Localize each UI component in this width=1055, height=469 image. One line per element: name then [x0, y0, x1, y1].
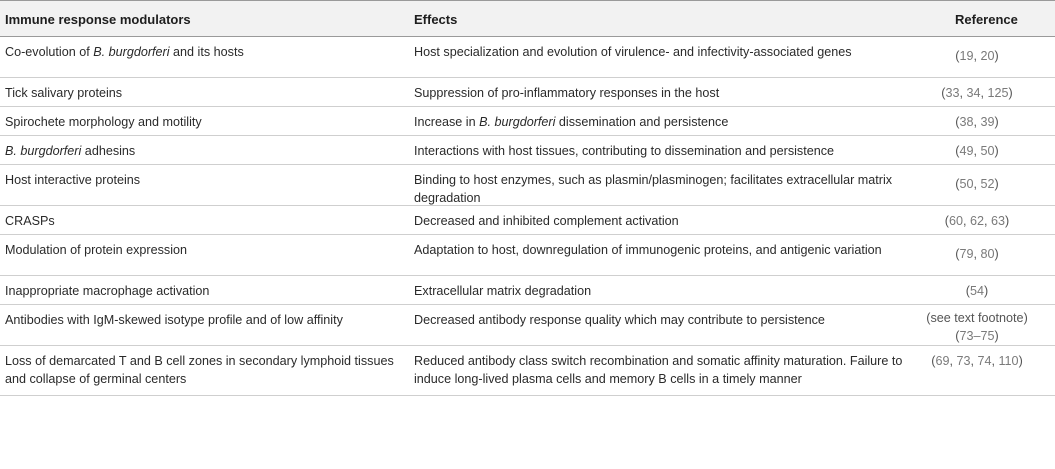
- ref-note: see text footnote: [930, 311, 1024, 325]
- modulator-cell: [5, 311, 405, 329]
- ref-paren: (: [955, 115, 960, 129]
- effects-cell: [414, 43, 904, 61]
- reference-link[interactable]: 63: [991, 214, 1006, 228]
- text-run: CRASPs: [5, 214, 55, 228]
- modulator-cell: [5, 43, 405, 61]
- modulator-cell: [5, 84, 405, 102]
- text-run: Decreased antibody response quality which may contribute to persistence: [414, 313, 825, 327]
- ref-separator: ,: [973, 247, 981, 261]
- effects-cell: [414, 84, 904, 102]
- ref-paren: ): [994, 144, 999, 158]
- text-run: B. burgdorferi: [479, 115, 556, 129]
- reference-cell: [904, 142, 1050, 160]
- reference-link[interactable]: 33: [945, 86, 960, 100]
- reference-link[interactable]: 79: [959, 247, 974, 261]
- ref-paren: ): [994, 177, 999, 191]
- text-run: Loss of demarcated T and B cell zones in secondary lymphoid tissues and collapse of germinal centers: [5, 354, 394, 386]
- ref-paren: ): [1008, 86, 1013, 100]
- text-run: Reduced antibody class switch recombination and somatic affinity maturation. Failure to induce long-lived plasma cells and memory B cells in a timely manner: [414, 354, 903, 386]
- text-run: Co-evolution of: [5, 45, 94, 59]
- modulator-cell: [5, 282, 405, 300]
- reference-cell: [904, 309, 1050, 345]
- ref-paren: (: [955, 49, 960, 63]
- ref-paren: ): [994, 49, 999, 63]
- ref-paren: (: [955, 144, 960, 158]
- text-run: Increase in: [414, 115, 480, 129]
- text-run: Inappropriate macrophage activation: [5, 284, 210, 298]
- reference-link[interactable]: 69: [935, 354, 950, 368]
- ref-separator: ,: [970, 354, 978, 368]
- text-run: Antibodies with IgM-skewed isotype profile and of low affinity: [5, 313, 343, 327]
- text-run: Spirochete morphology and motility: [5, 115, 202, 129]
- table-row: [0, 107, 1055, 136]
- table-row: [0, 37, 1055, 78]
- header-modulators: Immune response modulators: [5, 12, 191, 27]
- reference-link[interactable]: 73–75: [959, 329, 995, 343]
- ref-paren: (: [944, 214, 949, 228]
- reference-cell: [904, 47, 1050, 65]
- reference-link[interactable]: 39: [980, 115, 995, 129]
- reference-link[interactable]: 50: [959, 177, 974, 191]
- text-run: Extracellular matrix degradation: [414, 284, 592, 298]
- table-body: [0, 37, 1055, 396]
- text-run: Adaptation to host, downregulation of immunogenic proteins, and antigenic variation: [414, 243, 882, 257]
- reference-link[interactable]: 80: [980, 247, 995, 261]
- ref-separator: ,: [980, 86, 988, 100]
- effects-cell: [414, 171, 904, 207]
- modulator-cell: [5, 352, 405, 388]
- reference-cell: [904, 212, 1050, 230]
- effects-cell: [414, 113, 904, 131]
- modulator-cell: [5, 241, 405, 259]
- modulator-cell: [5, 113, 405, 131]
- modulator-cell: [5, 171, 405, 189]
- ref-paren: (: [955, 329, 960, 343]
- reference-cell: [904, 175, 1050, 193]
- effects-cell: [414, 241, 904, 259]
- reference-cell: [904, 84, 1050, 102]
- table-header-row: [0, 0, 1055, 37]
- ref-paren: ): [1018, 354, 1023, 368]
- ref-paren: (: [926, 311, 931, 325]
- reference-link[interactable]: 34: [966, 86, 981, 100]
- effects-cell: [414, 142, 904, 160]
- table-row: [0, 136, 1055, 165]
- reference-cell: [904, 282, 1050, 300]
- text-run: and its hosts: [169, 45, 244, 59]
- reference-link[interactable]: 20: [980, 49, 995, 63]
- reference-link[interactable]: 73: [956, 354, 971, 368]
- reference-link[interactable]: 110: [998, 354, 1019, 368]
- ref-paren: ): [994, 247, 999, 261]
- header-effects: Effects: [414, 12, 458, 27]
- text-run: Interactions with host tissues, contributing to dissemination and persistence: [414, 144, 835, 158]
- ref-separator: ,: [973, 177, 981, 191]
- table-row: [0, 78, 1055, 107]
- reference-link[interactable]: 38: [959, 115, 974, 129]
- text-run: Host interactive proteins: [5, 173, 141, 187]
- text-run: Suppression of pro-inflammatory responses in the host: [414, 86, 720, 100]
- reference-cell: [904, 245, 1050, 263]
- modulator-cell: [5, 142, 405, 160]
- modulator-cell: [5, 212, 405, 230]
- text-run: dissemination and persistence: [555, 115, 729, 129]
- table-row: [0, 235, 1055, 276]
- table-row: [0, 276, 1055, 305]
- ref-paren: (: [931, 354, 936, 368]
- ref-paren: (: [955, 177, 960, 191]
- text-run: B. burgdorferi: [93, 45, 170, 59]
- reference-link[interactable]: 52: [980, 177, 995, 191]
- ref-separator: ,: [973, 115, 981, 129]
- reference-link[interactable]: 74: [977, 354, 992, 368]
- table-row: [0, 346, 1055, 396]
- text-run: Binding to host enzymes, such as plasmin/plasminogen; facilitates extracellular matrix degradation: [414, 173, 893, 205]
- ref-separator: ,: [959, 86, 967, 100]
- text-run: adhesins: [81, 144, 136, 158]
- text-run: Host specialization and evolution of virulence- and infectivity-associated genes: [414, 45, 852, 59]
- effects-cell: [414, 212, 904, 230]
- effects-cell: [414, 282, 904, 300]
- text-run: B. burgdorferi: [5, 144, 82, 158]
- reference-link[interactable]: 125: [987, 86, 1009, 100]
- ref-separator: ,: [984, 214, 991, 228]
- ref-separator: ,: [973, 144, 981, 158]
- reference-cell: [904, 352, 1050, 370]
- text-run: Decreased and inhibited complement activation: [414, 214, 679, 228]
- ref-paren: (: [965, 284, 970, 298]
- reference-link[interactable]: 49: [959, 144, 974, 158]
- table-row: [0, 206, 1055, 235]
- ref-paren: ): [994, 329, 999, 343]
- ref-paren: (: [941, 86, 946, 100]
- reference-cell: [904, 113, 1050, 131]
- reference-link[interactable]: 50: [980, 144, 995, 158]
- ref-paren: ): [994, 115, 999, 129]
- ref-separator: ,: [991, 354, 999, 368]
- text-run: Tick salivary proteins: [5, 86, 123, 100]
- reference-link[interactable]: 19: [959, 49, 974, 63]
- ref-paren: ): [984, 284, 989, 298]
- ref-paren: (: [955, 247, 960, 261]
- reference-link[interactable]: 54: [969, 284, 984, 298]
- ref-separator: ,: [973, 49, 981, 63]
- effects-cell: [414, 352, 904, 388]
- ref-paren: ): [1023, 311, 1028, 325]
- reference-link[interactable]: 62: [969, 214, 984, 228]
- table-row: [0, 305, 1055, 346]
- text-run: Modulation of protein expression: [5, 243, 188, 257]
- effects-cell: [414, 311, 904, 329]
- reference-link[interactable]: 60: [948, 214, 963, 228]
- header-reference: Reference: [955, 12, 1018, 27]
- ref-paren: ): [1005, 214, 1010, 228]
- ref-separator: ,: [962, 214, 970, 228]
- table-row: [0, 165, 1055, 206]
- ref-separator: ,: [949, 354, 957, 368]
